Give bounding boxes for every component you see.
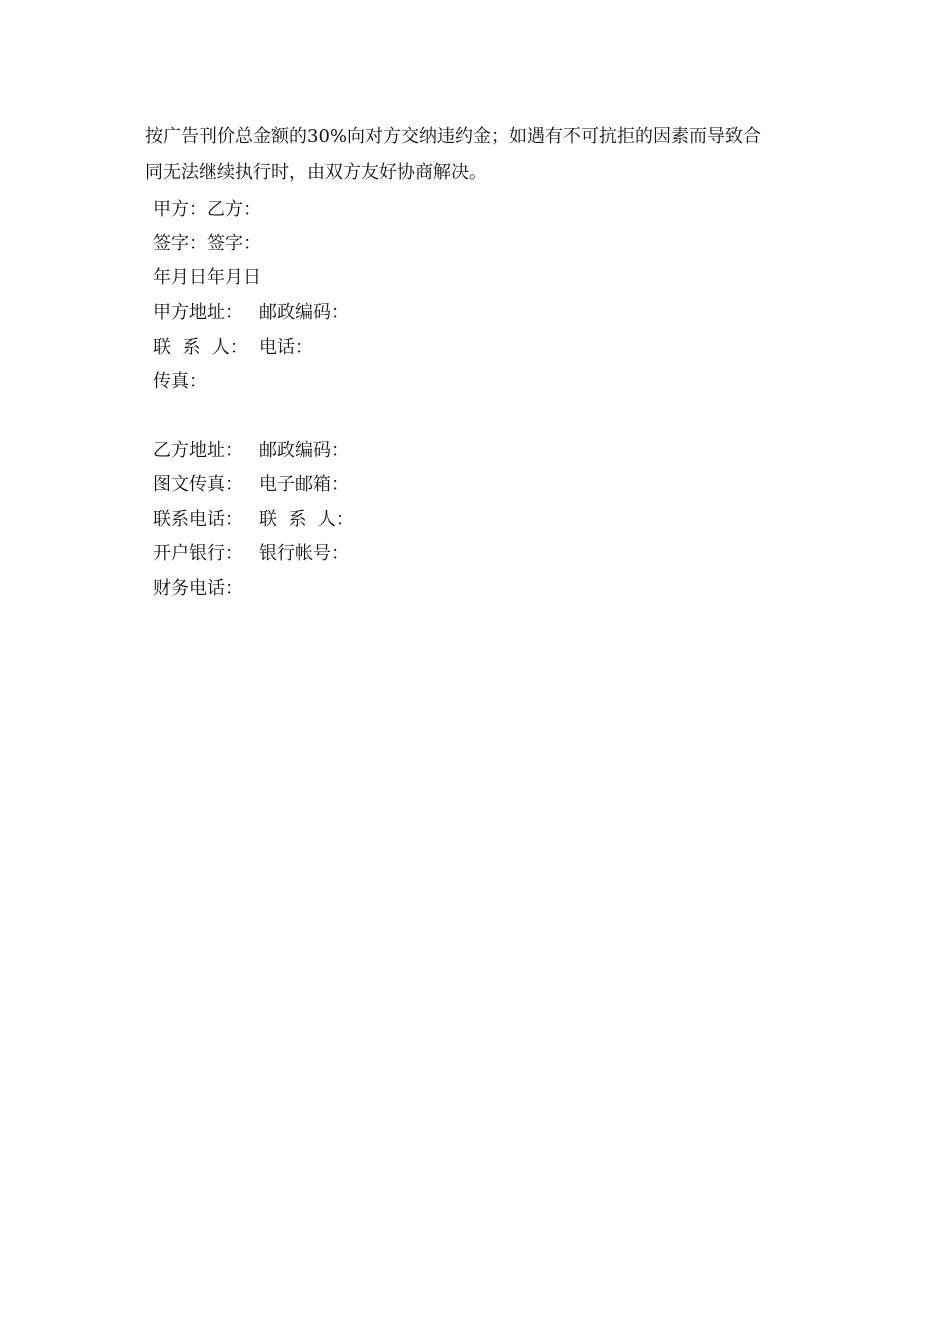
party-b-finance-phone-label: 财务电话： <box>153 578 243 599</box>
party-b-address-label: 乙方地址： <box>153 440 243 461</box>
party-b-contact-phone-label: 联系电话： <box>153 509 243 530</box>
party-b-account-label: 银行帐号： <box>259 543 349 564</box>
party-b-fax-label: 图文传真： <box>153 474 243 495</box>
party-a-fax-label: 传真： <box>153 371 207 392</box>
party-b-postcode-label: 邮政编码： <box>259 440 349 461</box>
date-line: 年月日年月日 <box>153 267 261 288</box>
signature-line: 签字：签字： <box>153 233 261 254</box>
party-a-address-label: 甲方地址： <box>153 302 243 323</box>
party-b-bank-label: 开户银行： <box>153 543 243 564</box>
party-a-postcode-label: 邮政编码： <box>259 302 349 323</box>
party-line: 甲方：乙方： <box>153 199 261 220</box>
clause-line-1: 按广告刊价总金额的30%向对方交纳违约金；如遇有不可抗拒的因素而导致合 <box>145 126 762 147</box>
party-b-contact-label: 联 系 人： <box>259 509 354 530</box>
party-a-contact-label: 联 系 人： <box>153 337 248 358</box>
clause-line-2: 同无法继续执行时，由双方友好协商解决。 <box>145 162 487 183</box>
party-a-phone-label: 电话： <box>259 337 313 358</box>
party-b-email-label: 电子邮箱： <box>259 474 349 495</box>
